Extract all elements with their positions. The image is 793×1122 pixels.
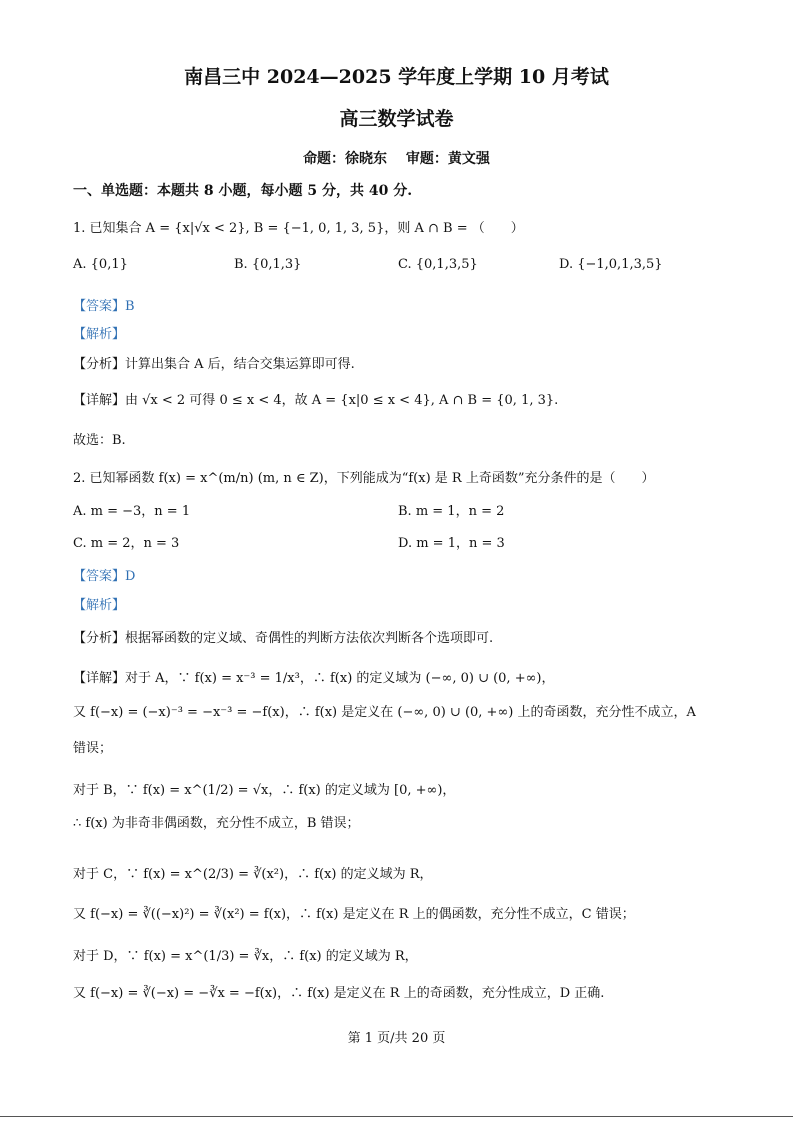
question-2-detail-b1: 对于 B，∵ f(x) = x^(1/2) = √x，∴ f(x) 的定义域为 [0, +∞)， bbox=[73, 783, 456, 798]
question-2-detail-b2: ∴ f(x) 为非奇非偶函数，充分性不成立，B 错误； bbox=[73, 816, 360, 831]
exam-authors: 命题：徐晓东 审题：黄文强 bbox=[303, 151, 490, 167]
question-1-option-a: A. {0,1} bbox=[73, 257, 128, 272]
section-heading: 一、单选题：本题共 8 小题，每小题 5 分，共 40 分. bbox=[73, 183, 413, 199]
question-1-fenxi: 【分析】计算出集合 A 后，结合交集运算即可得. bbox=[73, 357, 355, 372]
question-1-option-d: D. {−1,0,1,3,5} bbox=[559, 257, 663, 272]
question-2-detail-a1: 【详解】对于 A，∵ f(x) = x⁻³ = 1/x³，∴ f(x) 的定义域为 (−∞, 0) ∪ (0, +∞)， bbox=[73, 671, 555, 686]
question-2-detail-d2: 又 f(−x) = ∛(−x) = −∛x = −f(x)，∴ f(x) 是定义在 R 上的奇函数，充分性成立，D 正确. bbox=[73, 986, 605, 1001]
page-footer: 第 1 页/共 20 页 bbox=[347, 1031, 446, 1046]
question-2-detail-a3: 错误； bbox=[73, 741, 113, 756]
question-2-option-a: A. m = −3，n = 1 bbox=[73, 504, 191, 519]
question-2-option-c: C. m = 2，n = 3 bbox=[73, 536, 180, 551]
question-2-stem: 2. 已知幂函数 f(x) = x^(m/n) (m, n ∈ Z)，下列能成为“f(x) 是 R 上奇函数”充分条件的是（ ） bbox=[73, 471, 655, 486]
question-1-option-c: C. {0,1,3,5} bbox=[398, 257, 478, 272]
question-2-detail-d1: 对于 D，∵ f(x) = x^(1/3) = ∛x，∴ f(x) 的定义域为 R， bbox=[73, 949, 418, 964]
exam-subtitle: 高三数学试卷 bbox=[339, 108, 454, 130]
question-2-option-b: B. m = 1，n = 2 bbox=[398, 504, 505, 519]
exam-title: 南昌三中 2024—2025 学年度上学期 10 月考试 bbox=[184, 66, 609, 88]
question-2-fenxi: 【分析】根据幂函数的定义域、奇偶性的判断方法依次判断各个选项即可. bbox=[73, 631, 494, 646]
question-2-detail-c1: 对于 C，∵ f(x) = x^(2/3) = ∛(x²)，∴ f(x) 的定义域为 R， bbox=[73, 867, 433, 882]
question-1-stem: 1. 已知集合 A = {x|√x < 2}, B = {−1, 0, 1, 3, 5}，则 A ∩ B = （ ） bbox=[73, 221, 524, 236]
question-2-option-d: D. m = 1，n = 3 bbox=[398, 536, 505, 551]
question-1-option-b: B. {0,1,3} bbox=[234, 257, 302, 272]
question-1-analysis-label: 【解析】 bbox=[73, 327, 126, 342]
question-2-analysis-label: 【解析】 bbox=[73, 598, 126, 613]
question-2-answer: 【答案】D bbox=[73, 569, 136, 584]
bottom-divider bbox=[0, 1116, 793, 1117]
question-1-detail: 【详解】由 √x < 2 可得 0 ≤ x < 4，故 A = {x|0 ≤ x < 4}, A ∩ B = {0, 1, 3}. bbox=[73, 393, 559, 408]
question-1-answer: 【答案】B bbox=[73, 299, 135, 314]
question-1-choice: 故选：B. bbox=[73, 433, 126, 448]
question-2-detail-a2: 又 f(−x) = (−x)⁻³ = −x⁻³ = −f(x)，∴ f(x) 是定义在 (−∞, 0) ∪ (0, +∞) 上的奇函数，充分性不成立，A bbox=[73, 705, 696, 720]
question-2-detail-c2: 又 f(−x) = ∛((−x)²) = ∛(x²) = f(x)，∴ f(x) 是定义在 R 上的偶函数，充分性不成立，C 错误； bbox=[73, 907, 635, 922]
